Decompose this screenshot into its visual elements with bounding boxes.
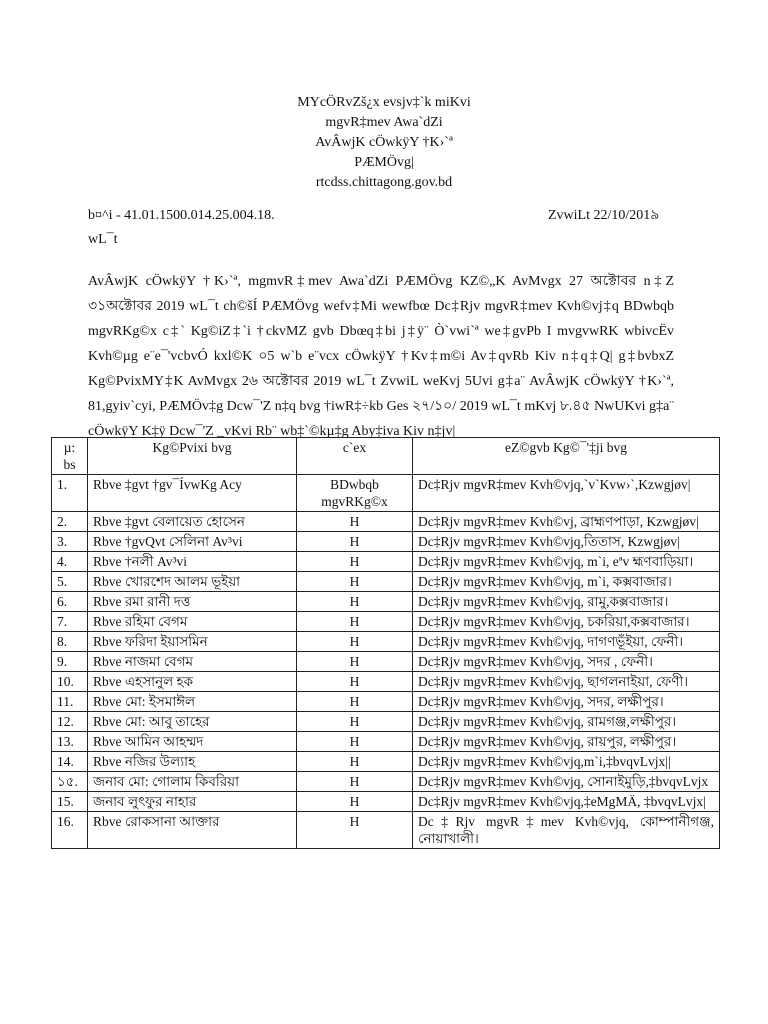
body-paragraph: AvÂwjK cÖwkÿY †K›`ª, mgmvR‡mev Awa`dZi PÆMÖvg KZ©„K AvMvgx 27 অক্টোবর n‡Z ৩১অক্টোবর 2019 wL¯t ch©šÍ PÆMÖvg wefv‡Mi wewfbœ Dc‡Rjv mgvR‡mev Kvh©vj‡q BDwbqb mgvRKg©x c‡` Kg©iZ‡`i †ckvMZ gvb Dbœq‡bi j‡ÿ¨ Ò`vwi`ª we‡gvPb I mvgvwRK wbivcËv Kvh©µg e¨e¯'vcbvÓ kxl©K ০5 w`b e¨vcx cÖwkÿY †Kv‡m©i Av‡qvRb Kiv n‡q‡Q| g‡bvbxZ Kg©PvixMY‡K AvMvgx 2৬ অক্টোবর 2019 wL¯t ZvwiL weKvj 5Uvi g‡a¨ AvÂwjK cÖwkÿY †K›`ª, 81,gyiv`cyi, PÆMÖv‡g Dcw¯'Z n‡q bvg †iwR‡÷kb Ges ২৭/১০/ 2019 wL¯t mKvj ৮.৪৫ NwUKvi g‡a¨ cÖwkÿY K‡ÿ Dcw¯'Z _vKvi Rb¨ wb‡`©kµ‡g Aby‡iva Kiv n‡jv| xyxy=(88,274,674,439)
memo-subject: wL¯t xyxy=(88,232,118,247)
table-row xyxy=(52,812,720,849)
name-cell: Rbve †gvQvt সেলিনা Av³vi xyxy=(88,532,297,552)
designation-cell: H xyxy=(297,692,413,712)
name-cell: জনাব লুৎফুর নাহার xyxy=(88,792,297,812)
name-cell: Rbve এহসানুল হক xyxy=(88,672,297,692)
memo-reference: b¤^i - 41.01.1500.014.25.004.18. xyxy=(88,208,275,223)
name-cell: Rbve মো: আবু তাহের xyxy=(88,712,297,732)
workplace-cell: Dc‡Rjv mgvR‡mev Kvh©vjq, m`i, eªv হ্মণবাড়িয়া। xyxy=(413,552,720,572)
designation-cell: BDwbqb mgvRKg©x xyxy=(297,475,413,512)
table-header-row xyxy=(52,438,720,475)
serial-cell: 9. xyxy=(52,652,88,672)
table-row xyxy=(52,692,720,712)
designation-cell: H xyxy=(297,592,413,612)
table-row xyxy=(52,732,720,752)
workplace-cell: Dc‡Rjv mgvR‡mev Kvh©vjq, দাগণভূঁইয়া, ফেনী। xyxy=(413,632,720,652)
name-cell: Rbve ফরিদা ইয়াসমিন xyxy=(88,632,297,652)
workplace-cell: Dc‡Rjv mgvR‡mev Kvh©vjq, রায়পুর, লক্ষীপুর। xyxy=(413,732,720,752)
letterhead xyxy=(0,93,768,193)
serial-cell: 7. xyxy=(52,612,88,632)
designation-cell: H xyxy=(297,612,413,632)
workplace-cell: Dc‡Rjv mgvR‡mev Kvh©vjq,m`i,‡bvqvLvjx|| xyxy=(413,752,720,772)
table-row xyxy=(52,572,720,592)
name-cell: Rbve নাজমা বেগম xyxy=(88,652,297,672)
designation-cell: H xyxy=(297,752,413,772)
header-line-government: MYcÖRvZš¿x evsjv‡`k miKvi xyxy=(297,95,471,110)
table-row xyxy=(52,475,720,512)
serial-cell: 16. xyxy=(52,812,88,849)
workplace-cell: Dc‡Rjv mgvR‡mev Kvh©vj, ব্রাহ্মণপাড়া, Kzwgjøv| xyxy=(413,512,720,532)
table-row xyxy=(52,512,720,532)
serial-cell: 5. xyxy=(52,572,88,592)
serial-cell: 10. xyxy=(52,672,88,692)
serial-cell: 8. xyxy=(52,632,88,652)
header-line-department: mgvR‡mev Awa`dZi xyxy=(325,115,443,130)
designation-cell: H xyxy=(297,792,413,812)
designation-cell: H xyxy=(297,632,413,652)
designation-cell: H xyxy=(297,772,413,792)
designation-cell: H xyxy=(297,512,413,532)
workplace-cell: Dc‡Rjv mgvR‡mev Kvh©vjq, কোম্পানীগঞ্জ, নোয়াখালী। xyxy=(413,812,720,849)
name-cell: Rbve আমিন আহম্মদ xyxy=(88,732,297,752)
name-cell: Rbve মো: ইসমাঈল xyxy=(88,692,297,712)
memo-date: ZvwiLt 22/10/201৯ xyxy=(548,208,660,223)
table-row xyxy=(52,752,720,772)
serial-cell: 6. xyxy=(52,592,88,612)
designation-cell: H xyxy=(297,732,413,752)
table-row xyxy=(52,672,720,692)
name-cell: Rbve রমা রানী দত্ত xyxy=(88,592,297,612)
designation-cell: H xyxy=(297,712,413,732)
designation-cell: H xyxy=(297,652,413,672)
workplace-cell: Dc‡Rjv mgvR‡mev Kvh©vjq,‡eMgMÄ, ‡bvqvLvjx| xyxy=(413,792,720,812)
designation-cell: H xyxy=(297,532,413,552)
serial-cell: 3. xyxy=(52,532,88,552)
table-row xyxy=(52,632,720,652)
header-line-website: rtcdss.chittagong.gov.bd xyxy=(315,175,453,190)
workplace-cell: Dc‡Rjv mgvR‡mev Kvh©vjq, সদর, লক্ষীপুর। xyxy=(413,692,720,712)
serial-cell: 2. xyxy=(52,512,88,532)
name-cell: Rbve রহিমা বেগম xyxy=(88,612,297,632)
name-cell: Rbve রোকসানা আক্তার xyxy=(88,812,297,849)
table-row xyxy=(52,652,720,672)
workplace-cell: Dc‡Rjv mgvR‡mev Kvh©vjq, m`i, কক্সবাজার। xyxy=(413,572,720,592)
table-row xyxy=(52,552,720,572)
serial-cell: 4. xyxy=(52,552,88,572)
header-line-city: PÆMÖvg| xyxy=(354,155,414,170)
workplace-cell: Dc‡Rjv mgvR‡mev Kvh©vjq,`v`Kvw›`,Kzwgjøv| xyxy=(413,475,720,512)
name-cell: Rbve নজির উল্যাহ xyxy=(88,752,297,772)
header-line-training-center: AvÂwjK cÖwkÿY †K›`ª xyxy=(315,135,453,150)
workplace-cell: Dc‡Rjv mgvR‡mev Kvh©vjq, সদর , ফেনী। xyxy=(413,652,720,672)
header-serial: µ: bs xyxy=(52,438,88,475)
name-cell: Rbve ‡gvt বেলায়েত হোসেন xyxy=(88,512,297,532)
designation-cell: H xyxy=(297,552,413,572)
attendee-table xyxy=(51,437,720,849)
serial-cell: 1. xyxy=(52,475,88,512)
table-row xyxy=(52,612,720,632)
name-cell: Rbve খোরশেদ আলম ভূইয়া xyxy=(88,572,297,592)
designation-cell: H xyxy=(297,672,413,692)
header-designation: c`ex xyxy=(297,438,413,475)
serial-cell: ১৫. xyxy=(52,772,88,792)
designation-cell: H xyxy=(297,812,413,849)
table-row xyxy=(52,792,720,812)
table-row xyxy=(52,712,720,732)
name-cell: Rbve †নলী Av³vi xyxy=(88,552,297,572)
table-body xyxy=(52,475,720,849)
serial-cell: 15. xyxy=(52,792,88,812)
workplace-cell: Dc‡Rjv mgvR‡mev Kvh©vjq, ছাগলনাইয়া, ফেণী। xyxy=(413,672,720,692)
workplace-cell: Dc‡Rjv mgvR‡mev Kvh©vjq, রামু,কক্সবাজার। xyxy=(413,592,720,612)
workplace-cell: Dc‡Rjv mgvR‡mev Kvh©vjq, চকরিয়া,কক্সবাজার। xyxy=(413,612,720,632)
table-row xyxy=(52,532,720,552)
serial-cell: 12. xyxy=(52,712,88,732)
serial-cell: 13. xyxy=(52,732,88,752)
table-row xyxy=(52,772,720,792)
workplace-cell: Dc‡Rjv mgvR‡mev Kvh©vjq,তিতাস, Kzwgjøv| xyxy=(413,532,720,552)
name-cell: Rbve ‡gvt †gv¯ÍvwKg Acy xyxy=(88,475,297,512)
table-row xyxy=(52,592,720,612)
header-workplace: eZ©gvb Kg©¯'‡ji bvg xyxy=(413,438,720,475)
serial-cell: 11. xyxy=(52,692,88,712)
workplace-cell: Dc‡Rjv mgvR‡mev Kvh©vjq, রামগঞ্জ,লক্ষীপুর। xyxy=(413,712,720,732)
header-name: Kg©Pvixi bvg xyxy=(88,438,297,475)
workplace-cell: Dc‡Rjv mgvR‡mev Kvh©vjq, সোনাইমুড়ি,‡bvqvLvjx xyxy=(413,772,720,792)
name-cell: জনাব মো: গোলাম কিবরিয়া xyxy=(88,772,297,792)
designation-cell: H xyxy=(297,572,413,592)
serial-cell: 14. xyxy=(52,752,88,772)
